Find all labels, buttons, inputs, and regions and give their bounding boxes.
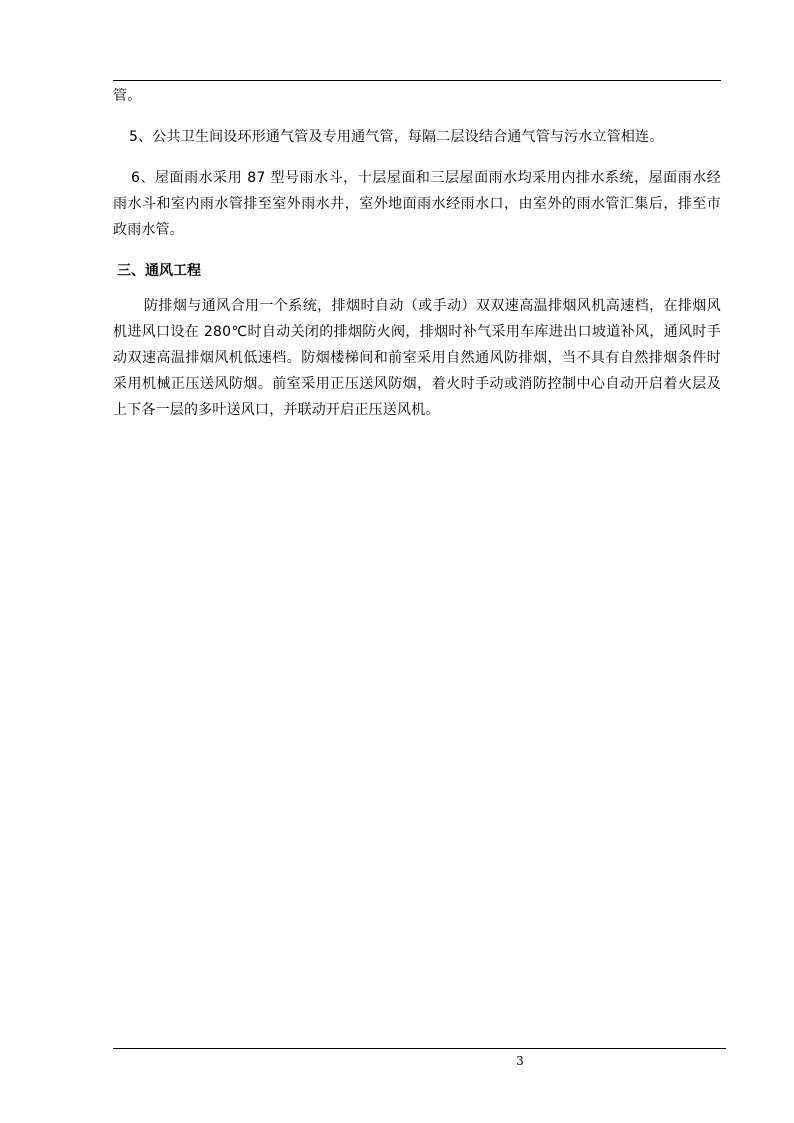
section-body-paragraph: 防排烟与通风合用一个系统，排烟时自动（或手动）双双速高温排烟风机高速档，在排烟风机进风口设在 280℃时自动关闭的排烟防火阀，排烟时补气采用车库进出口坡道补风，通风时手动双速高温排烟风机低速档。防烟楼梯间和前室采用自然通风防排烟，当不具有自然排烟条件时采用机械正压送风防烟。前室采用正压送风防烟，着火时手动或消防控制中心自动开启着火层及上下各一层的多叶送风口，并联动开启正压送风机。	[113, 298, 721, 418]
page-content	[113, 83, 721, 423]
paragraph-item-6: 6、屋面雨水采用 87 型号雨水斗，十层屋面和三层屋面雨水均采用内排水系统，屋面雨水经雨水斗和室内雨水管排至室外雨水井，室外地面雨水经雨水口，由室外的雨水管汇集后，排至市政雨水管。	[113, 170, 721, 238]
continued-paragraph: 管。	[113, 88, 142, 104]
page-number: 3	[516, 1054, 524, 1068]
footer-rule	[113, 1048, 726, 1049]
section-heading: 三、通风工程	[117, 263, 201, 279]
paragraph-item-5: 5、公共卫生间设环形通气管及专用通气管，每隔二层设结合通气管与污水立管相连。	[129, 129, 664, 145]
header-rule	[113, 80, 721, 81]
